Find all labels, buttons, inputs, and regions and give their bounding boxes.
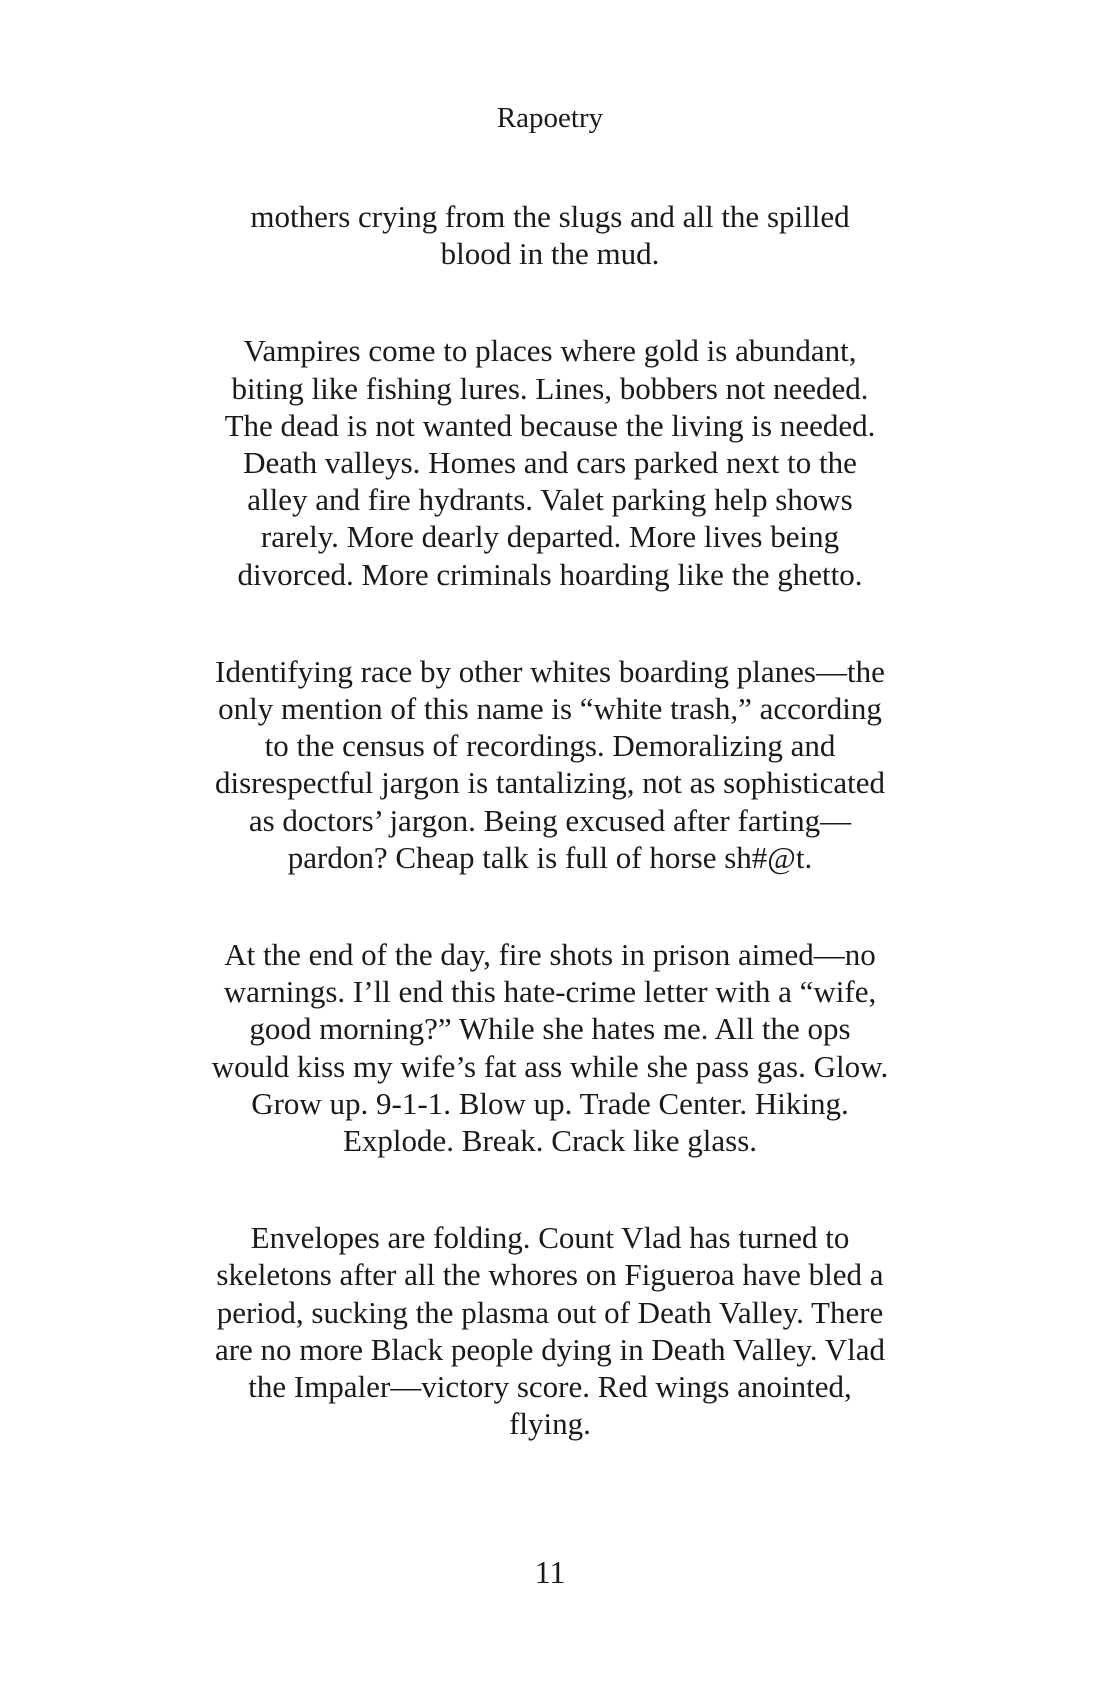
- poem-line: warnings. I’ll end this hate-crime letter with a “wife,: [223, 974, 877, 1010]
- poem-line: The dead is not wanted because the living is needed.: [224, 407, 876, 443]
- poem-line: Envelopes are folding. Count Vlad has turned to: [250, 1220, 850, 1256]
- poem-line: rarely. More dearly departed. More lives being: [260, 519, 840, 555]
- poem-line: are no more Black people dying in Death Valley. Vlad: [214, 1331, 886, 1367]
- stanza: [170, 1219, 930, 1442]
- poem-line: Vampires come to places where gold is abundant,: [243, 333, 857, 369]
- poem-line: Death valleys. Homes and cars parked next to the: [243, 445, 857, 481]
- poem-line: Grow up. 9-1-1. Blow up. Trade Center. Hiking.: [251, 1085, 849, 1121]
- poem-line: alley and fire hydrants. Valet parking help shows: [247, 482, 853, 518]
- poem-line: divorced. More criminals hoarding like the ghetto.: [237, 556, 863, 592]
- poem-line: to the census of recordings. Demoralizing and: [264, 728, 836, 764]
- poem-line: the Impaler—victory score. Red wings anointed,: [248, 1369, 852, 1405]
- running-header: Rapoetry: [496, 102, 604, 134]
- poem-line: would kiss my wife’s fat ass while she pass gas. Glow.: [211, 1048, 889, 1084]
- poem-line: flying.: [509, 1406, 591, 1442]
- poem-line: pardon? Cheap talk is full of horse sh#@t.: [287, 839, 813, 875]
- page-number: 11: [534, 1554, 566, 1590]
- stanza: [170, 936, 930, 1159]
- poem-line: period, sucking the plasma out of Death Valley. There: [216, 1294, 884, 1330]
- poem-line: biting like fishing lures. Lines, bobbers not needed.: [231, 370, 869, 406]
- poem-line: Identifying race by other whites boarding planes—the: [215, 653, 885, 689]
- poem-body: [170, 198, 930, 1502]
- stanza: [170, 332, 930, 592]
- poem-line: mothers crying from the slugs and all the spilled: [250, 199, 850, 234]
- poem-line: good morning?” While she hates me. All the ops: [249, 1011, 851, 1047]
- poem-line: only mention of this name is “white trash,” according: [218, 691, 882, 727]
- poem-line: disrespectful jargon is tantalizing, not as sophisticated: [214, 765, 886, 801]
- stanza: [170, 653, 930, 876]
- poem-line: blood in the mud.: [440, 236, 660, 272]
- poem-line: At the end of the day, fire shots in prison aimed—no: [224, 937, 876, 973]
- poem-line: skeletons after all the whores on Figueroa have bled a: [216, 1257, 884, 1293]
- poem-line: Explode. Break. Crack like glass.: [342, 1123, 758, 1159]
- stanza: [170, 198, 930, 272]
- poem-line: as doctors’ jargon. Being excused after farting—: [248, 802, 852, 838]
